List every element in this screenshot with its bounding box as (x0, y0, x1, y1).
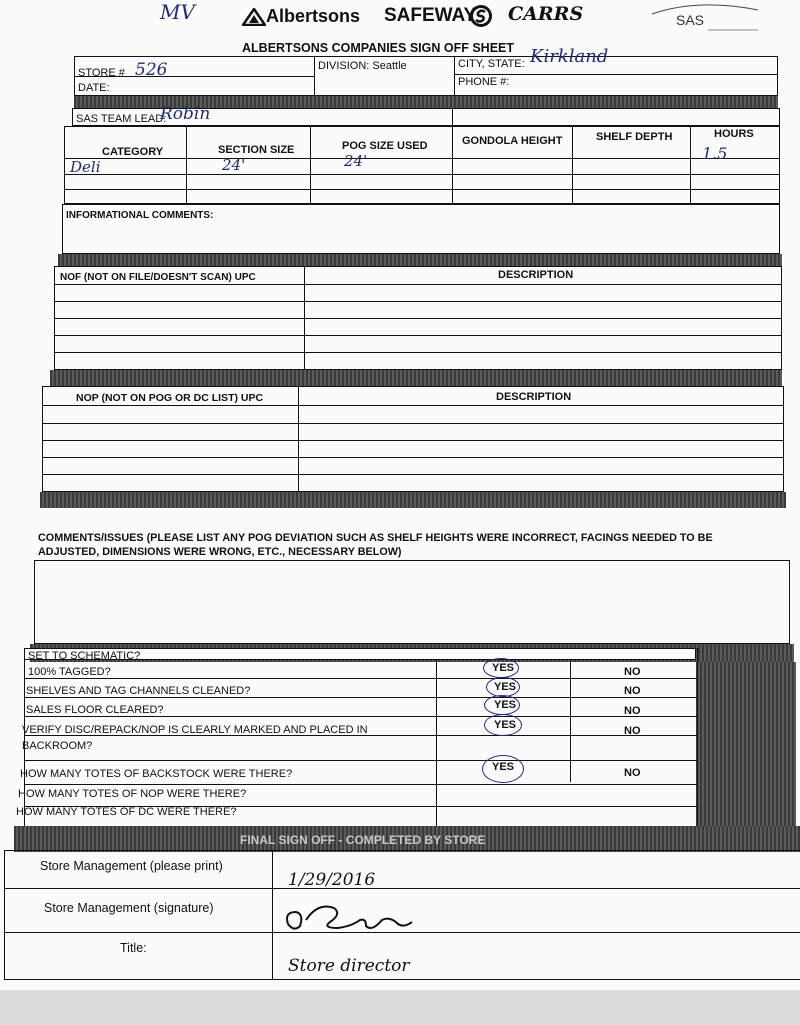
divider-bar (58, 254, 782, 266)
nop-description-header: DESCRIPTION (496, 391, 572, 403)
yes-option-2[interactable]: YES (494, 681, 517, 693)
team-lead-label: SAS TEAM LEAD: (76, 113, 167, 125)
q-verify-disc-line2: BACKROOM? (22, 740, 93, 752)
store-number-value[interactable]: 526 (135, 60, 168, 80)
nop-upc-header: NOP (NOT ON POG OR DC LIST) UPC (76, 392, 264, 404)
albertsons-logo-icon (242, 8, 266, 26)
section-size-value[interactable]: 24' (222, 156, 246, 174)
title-value[interactable]: Store director (288, 956, 410, 976)
col-shelf-depth: SHELF DEPTH (596, 131, 673, 143)
yes-circle-mark (484, 714, 522, 736)
store-number-label: STORE # (78, 67, 125, 79)
col-hours: HOURS (714, 128, 754, 140)
no-option-3[interactable]: NO (624, 705, 641, 717)
q-set-to-schematic: SET TO SCHEMATIC? (28, 650, 141, 662)
col-gondola-height: GONDOLA HEIGHT (462, 135, 563, 147)
no-option-4[interactable]: NO (624, 725, 641, 737)
title-label: Title: (120, 941, 147, 955)
phone-label: PHONE #: (458, 76, 510, 88)
col-pog-size-used: POG SIZE USED (342, 140, 428, 152)
yes-circle-mark (482, 755, 524, 783)
q-totes-dc: HOW MANY TOTES OF DC WERE THERE? (16, 806, 237, 818)
sas-logo: SAS (676, 12, 705, 28)
division-label: DIVISION: Seattle (318, 60, 407, 72)
col-section-size: SECTION SIZE (218, 144, 295, 156)
city-state-value[interactable]: Kirkland (530, 46, 609, 67)
albertsons-brand: Albertsons (266, 6, 361, 26)
yes-circle-mark (486, 677, 520, 697)
checklist-side-shading (696, 662, 796, 848)
hours-value[interactable]: 1.5 (702, 144, 728, 163)
divider-bar (40, 492, 786, 508)
no-option-2[interactable]: NO (624, 685, 641, 697)
q-totes-nop: HOW MANY TOTES OF NOP WERE THERE? (18, 788, 247, 800)
yes-circle-mark (483, 658, 519, 678)
city-state-label: CITY, STATE: (458, 58, 525, 70)
q-sales-floor-cleared: SALES FLOOR CLEARED? (26, 704, 164, 716)
mgmt-signature-label: Store Management (signature) (44, 901, 214, 915)
nof-upc-header: NOF (NOT ON FILE/DOESN'T SCAN) UPC (60, 272, 256, 283)
no-option-5[interactable]: NO (624, 767, 641, 779)
q-100-tagged: 100% TAGGED? (28, 666, 111, 678)
safeway-s-icon (470, 5, 492, 27)
carrs-brand: CARRS (508, 3, 584, 25)
comments-issues-line2: ADJUSTED, DIMENSIONS WERE WRONG, ETC., NECESSARY BELOW) (38, 546, 402, 558)
mgmt-print-value[interactable]: 1/29/2016 (288, 870, 376, 890)
no-option-1[interactable]: NO (624, 666, 641, 678)
divider-bar (50, 370, 782, 386)
safeway-brand: SAFEWAY (384, 5, 477, 26)
category-value[interactable]: Deli (70, 158, 101, 176)
informational-comments-label: INFORMATIONAL COMMENTS: (66, 210, 214, 221)
team-lead-value[interactable]: Robin (160, 104, 211, 124)
comments-issues-box[interactable] (34, 560, 790, 644)
q-totes-backstock: HOW MANY TOTES OF BACKSTOCK WERE THERE? (20, 768, 293, 780)
yes-option-5[interactable]: YES (492, 761, 515, 773)
final-signoff-label: FINAL SIGN OFF - COMPLETED BY STORE (240, 833, 486, 847)
signature-scribble[interactable] (282, 898, 422, 938)
q-verify-disc-line1: VERIFY DISC/REPACK/NOP IS CLEARLY MARKED AND PLACED IN (22, 724, 368, 736)
pog-size-value[interactable]: 24' (344, 152, 368, 170)
yes-option-1[interactable]: YES (492, 662, 515, 674)
date-label: DATE: (78, 82, 110, 94)
corner-scribble: MV (160, 0, 195, 24)
sheet-title: ALBERTSONS COMPANIES SIGN OFF SHEET (242, 41, 515, 55)
q-shelves-cleaned: SHELVES AND TAG CHANNELS CLEANED? (26, 685, 251, 697)
yes-option-3[interactable]: YES (494, 699, 517, 711)
desk-surface (0, 990, 800, 1025)
sas-logo-swoosh-icon (648, 0, 763, 38)
col-category: CATEGORY (102, 146, 164, 158)
comments-issues-line1: COMMENTS/ISSUES (PLEASE LIST ANY POG DEVIATION SUCH AS SHELF HEIGHTS WERE INCORRECT, FACINGS NEEDED TO BE (38, 532, 713, 544)
mgmt-print-label: Store Management (please print) (40, 859, 223, 873)
yes-option-4[interactable]: YES (494, 719, 517, 731)
category-table (64, 126, 780, 204)
nof-description-header: DESCRIPTION (498, 269, 574, 281)
yes-circle-mark (484, 695, 520, 715)
